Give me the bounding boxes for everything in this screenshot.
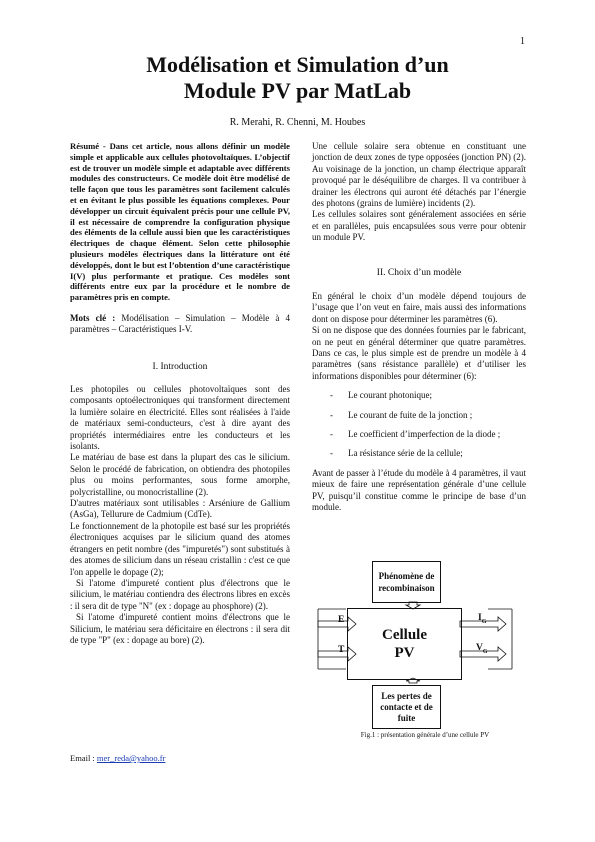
email-link[interactable]: mer_reda@yahoo.fr: [96, 753, 166, 763]
choice-body: [312, 291, 526, 514]
right-intro-paragraph: Une cellule solaire sera obtenue en constituant une jonction de deux zones de type opposées (jonction PN) (2). Au voisinage de la jonction, un champ électrique apparaît provoqué par le déséquilibre de charges. Il va contribuer à drainer les électrons qui auront été détachés par l’énergie des photons (grains de lumière) incidents (2).: [312, 141, 526, 209]
recombination-box: Phénomène de recombinaison: [372, 561, 441, 603]
section-heading-introduction: I. Introduction: [152, 362, 208, 372]
parameter-list: [312, 390, 526, 460]
list-item: - Le coefficient d’imperfection de la diode ;: [312, 429, 526, 440]
choice-paragraph: En général le choix d’un modèle dépend toujours de l’usage que l’on veut en faire, mais aussi des informations dont on dispose pour déterminer les paramètres (6).: [312, 291, 526, 324]
pv-cell-box: [347, 608, 462, 680]
output-v-sub: G: [482, 648, 488, 655]
output-label-v: [476, 643, 488, 655]
pv-cell-label-line2: PV: [394, 645, 415, 661]
list-item: - La résistance série de la cellule;: [312, 448, 526, 459]
introduction-body: [70, 384, 290, 646]
choice-paragraph: Si on ne dispose que des données fournies par le fabricant, on ne peut en général déterminer que quatre paramètres. Dans ce cas, le plus simple est de prendre un modèle à 4 paramètres (sans résistance parallèle) et d’utiliser les informations disponibles pour déterminer (6):: [312, 325, 526, 381]
list-item: - Le courant photonique;: [312, 390, 526, 401]
keywords: [70, 313, 290, 336]
intro-paragraph: Si l'atome d'impureté contient moins d'électrons que le Silicium, le matériau sera déficitaire en électrons : il sera dit de type "P" (ex : dopage au bore) (2).: [70, 612, 290, 645]
input-label-e: E: [338, 615, 345, 625]
email-line: [70, 753, 165, 763]
output-i-main: I: [478, 613, 482, 623]
intro-paragraph: Les photopiles ou cellules photovoltaïques sont des composants optoélectroniques qui transforment directement la lumière solaire en électricité. Elles sont réalisées à l'aide de matériaux semi-conducteurs, c'est à dire ayant des propriétés intermédiaires entre les conducteurs et les isolants.: [70, 384, 290, 452]
figure-caption: Fig.1 : présentation générale d’une cellule PV: [360, 731, 490, 739]
output-i-sub: G: [481, 618, 487, 625]
intro-paragraph: Si l'atome d'impureté contient plus d'électrons que le silicium, le matériau contiendra des électrons libres en excès : il sera dit de type "N" (ex : dopage au phosphore) (2).: [70, 577, 290, 611]
title-line-1: Modélisation et Simulation d’un: [146, 52, 449, 77]
pv-cell-label-line1: Cellule: [382, 627, 427, 643]
authors: R. Merahi, R. Chenni, M. Houbes: [229, 117, 366, 128]
output-label-i: [478, 613, 486, 625]
keywords-label: Mots clé :: [70, 313, 116, 323]
paper-title: [0, 52, 595, 104]
right-intro-paragraph: Les cellules solaires sont généralement associées en série et en parallèles, puis encapsulées sous verre pour obtenir un module PV.: [312, 209, 526, 243]
intro-paragraph: Le fonctionnement de la photopile est basé sur les propriétés électroniques acquises par le silicium quand des atomes étrangers en petit nombre (des "impuretés") sont substitués à des atomes de silicium dans un réseau cristallin : c'est ce que l'on appelle le dopage (2);: [70, 520, 290, 577]
page-number: 1: [520, 36, 525, 47]
email-label: Email :: [70, 753, 97, 763]
intro-paragraph: D'autres matériaux sont utilisables : Arséniure de Gallium (AsGa), Tellurure de Cadmium (CdTe).: [70, 498, 290, 520]
output-v-main: V: [476, 643, 483, 653]
losses-box: Les pertes de contacte et de fuite: [372, 685, 441, 729]
section-heading-choix: II. Choix d’un modèle: [376, 268, 462, 278]
intro-paragraph: Le matériau de base est dans la plupart des cas le silicium. Selon le procédé de fabrication, on obtiendra des photopiles plus ou moins performantes, sous forme amorphe, polycristalline, ou monocristalline (2).: [70, 452, 290, 497]
input-label-t: T: [338, 645, 345, 655]
keywords-text: Modélisation – Simulation – Modèle à 4 paramètres – Caractéristiques I-V.: [70, 313, 290, 335]
output-bracket: [488, 609, 512, 669]
list-item: - Le courant de fuite de la jonction ;: [312, 410, 526, 421]
title-line-2: Module PV par MatLab: [183, 78, 412, 103]
abstract: Résumé - Dans cet article, nous allons définir un modèle simple et applicable aux cellules photovoltaïques. L’objectif est de trouver un modèle simple et adaptable avec différents modules des constructeurs. Ce modèle doit être modélisé de telle façon que tous les paramètres sont facilement calculés et en évitant le plus possible les équations complexes. Pour développer un circuit équivalent précis pour une cellule PV, il est nécessaire de comprendre la configuration physique des éléments de la cellule aussi bien que les caractéristiques électriques de chaque élément. Selon cette philosophie plusieurs modèles électriques dans la littérature ont été développés, dont le but est l’obtention d’une caractéristique I(V) plus performante et pratique. Ces modèles sont différents entre eux par la procédure et le nombre de paramètres pris en compte.: [70, 141, 290, 303]
choice-paragraph: Avant de passer à l’étude du modèle à 4 paramètres, il vaut mieux de faire une représentation générale d’une cellule PV, puisqu’il constitue comme le principe de base d’un module.: [312, 467, 526, 513]
right-intro-body: [312, 141, 526, 244]
